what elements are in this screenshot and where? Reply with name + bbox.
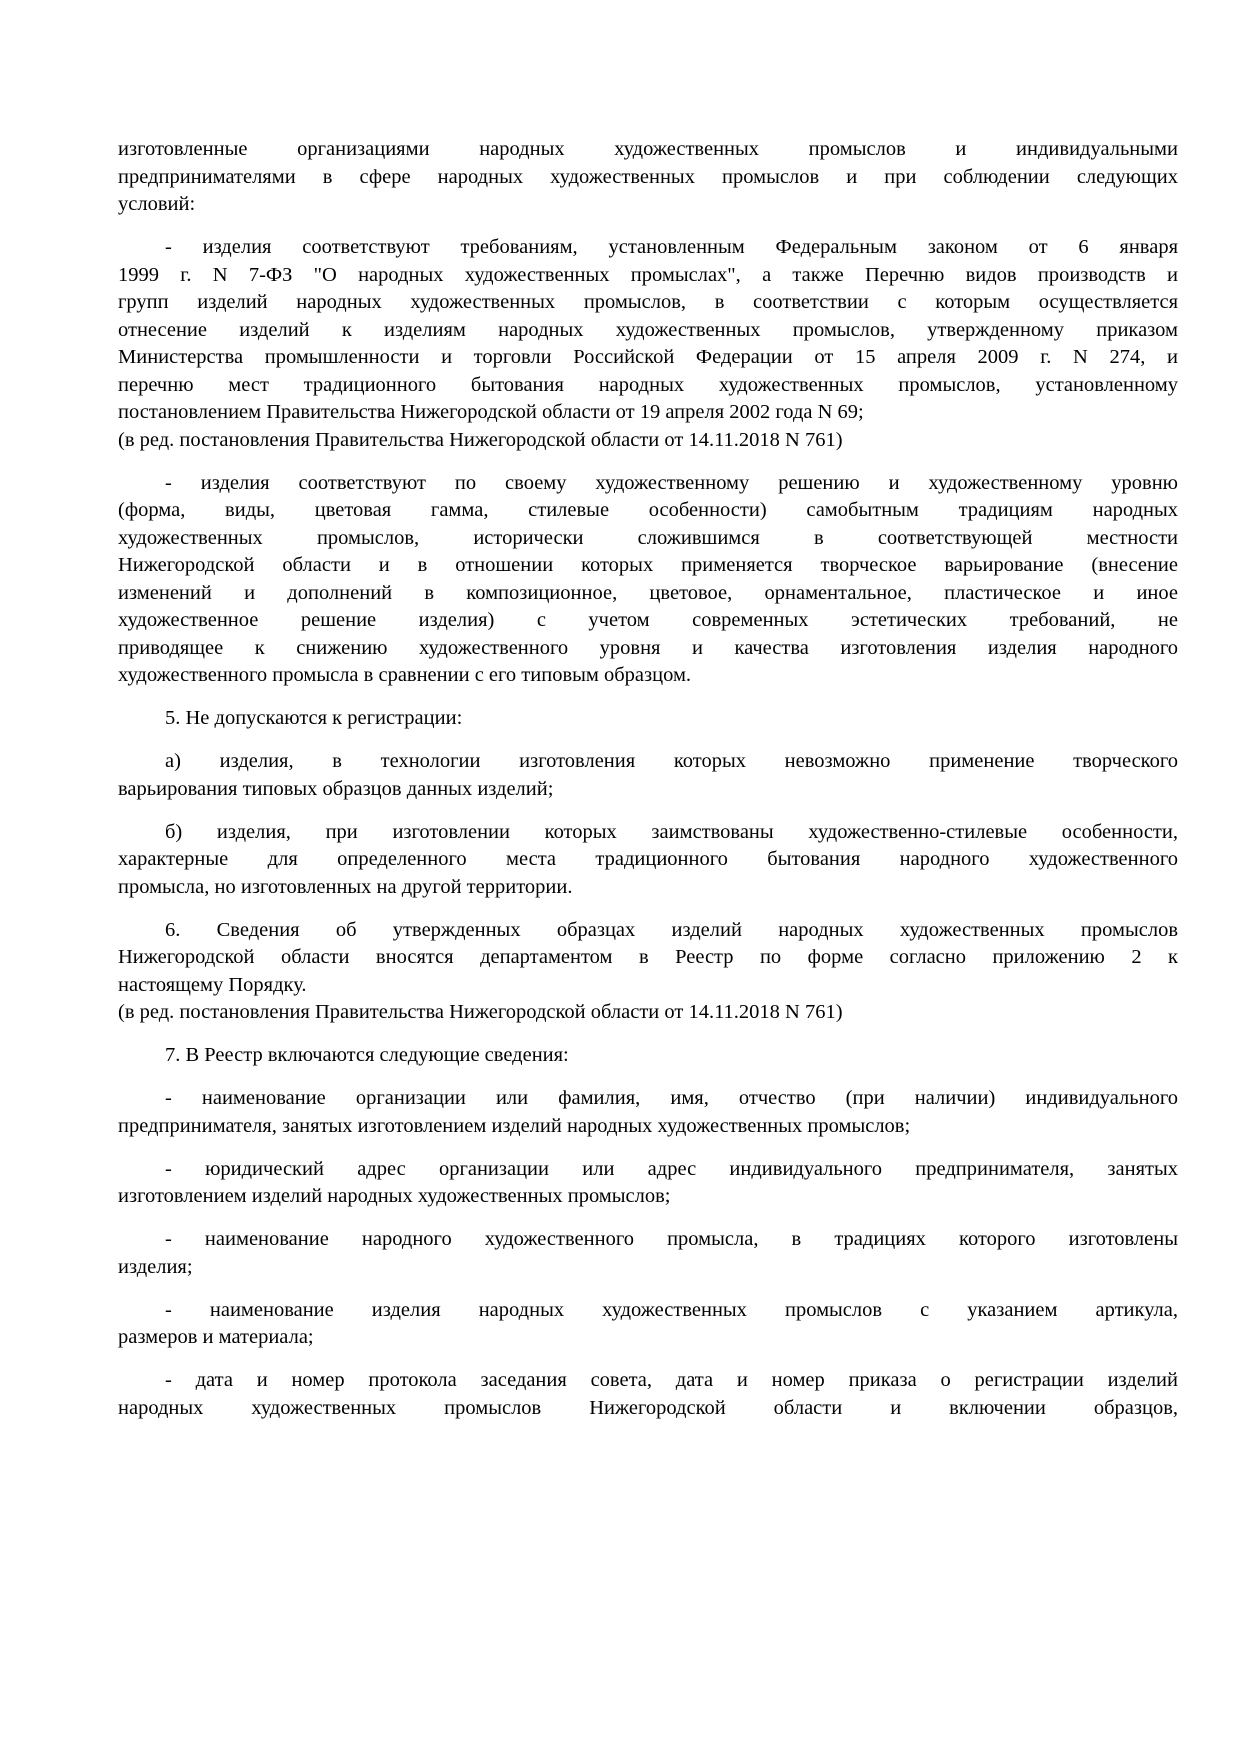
paragraph <box>118 748 1178 803</box>
paragraph <box>118 1367 1178 1422</box>
text-line: 6. Сведения об утвержденных образцах изделий народных художественных промыслов <box>165 918 1178 941</box>
text-line: размеров и материала; <box>118 1326 314 1348</box>
text-line: настоящему Порядку. <box>118 973 307 996</box>
text-line: 7. В Реестр включаются следующие сведения: <box>165 1044 569 1066</box>
paragraph <box>118 917 1178 1000</box>
text-line: Нижегородской области и в отношении которых применяется творческое варьирование (внесение <box>118 554 1178 576</box>
text-line: (в ред. постановления Правительства Нижегородской области от 14.11.2018 N 761) <box>118 1001 843 1023</box>
text-line: - наименование организации или фамилия, имя, отчество (при наличии) индивидуального <box>165 1087 1178 1109</box>
text-line: (форма, виды, цветовая гамма, стилевые особенности) самобытным традициям народных <box>118 499 1178 521</box>
text-line: - юридический адрес организации или адрес индивидуального предпринимателя, занятых <box>165 1157 1178 1180</box>
paragraph <box>118 819 1178 902</box>
text-line: - наименование народного художественного промысла, в традициях которого изготовлены <box>165 1228 1178 1250</box>
text-line: изготовлением изделий народных художественных промыслов; <box>118 1185 671 1207</box>
text-line: - наименование изделия народных художественных промыслов с указанием артикула, <box>165 1298 1178 1321</box>
paragraph <box>118 1085 1178 1140</box>
text-line: б) изделия, при изготовлении которых заимствованы художественно-стилевые особенности, <box>165 820 1178 843</box>
text-line: 1999 г. N 7-ФЗ "О народных художественных промыслах", а также Перечню видов производств и <box>118 263 1178 286</box>
text-line: 5. Не допускаются к регистрации: <box>165 707 463 729</box>
paragraph <box>118 1042 1178 1070</box>
text-line: - изделия соответствуют по своему художественному решению и художественному уровню <box>165 471 1178 494</box>
paragraph <box>118 705 1178 733</box>
paragraph <box>118 1297 1178 1352</box>
text-line: изготовленные организациями народных художественных промыслов и индивидуальными <box>118 138 1178 160</box>
text-line: изделия; <box>118 1255 193 1278</box>
text-line: Министерства промышленности и торговли Российской Федерации от 15 апреля 2009 г. N 274, и <box>118 346 1178 368</box>
amendment-note <box>118 427 1178 455</box>
paragraph <box>118 1226 1178 1281</box>
paragraph <box>118 234 1178 427</box>
text-line: варьирования типовых образцов данных изделий; <box>118 777 554 800</box>
text-line: постановлением Правительства Нижегородской области от 19 апреля 2002 года N 69; <box>118 401 864 423</box>
text-line: художественное решение изделия) с учетом современных эстетических требований, не <box>118 609 1178 631</box>
text-line: - изделия соответствуют требованиям, установленным Федеральным законом от 6 января <box>165 236 1178 258</box>
amendment-note <box>118 999 1178 1027</box>
text-line: изменений и дополнений в композиционное, цветовое, орнаментальное, пластическое и иное <box>118 581 1178 604</box>
text-line: характерные для определенного места традиционного бытования народного художественного <box>118 848 1178 870</box>
text-line: предпринимателями в сфере народных художественных промыслов и при соблюдении следующих <box>118 165 1178 188</box>
text-line: приводящее к снижению художественного уровня и качества изготовления изделия народного <box>118 636 1178 659</box>
paragraph <box>118 470 1178 690</box>
text-line: а) изделия, в технологии изготовления которых невозможно применение творческого <box>165 750 1178 772</box>
text-line: промысла, но изготовленных на другой территории. <box>118 875 573 898</box>
text-line: перечню мест традиционного бытования народных художественных промыслов, установленному <box>118 373 1178 396</box>
text-line: условий: <box>118 193 196 215</box>
text-line: (в ред. постановления Правительства Нижегородской области от 14.11.2018 N 761) <box>118 428 843 451</box>
text-line: народных художественных промыслов Нижегородской области и включении образцов, <box>118 1396 1178 1419</box>
text-line: художественных промыслов, исторически сложившимся в соответствующей местности <box>118 526 1178 549</box>
text-line: предпринимателя, занятых изготовлением изделий народных художественных промыслов; <box>118 1114 911 1137</box>
text-line: - дата и номер протокола заседания совета, дата и номер приказа о регистрации изделий <box>165 1369 1178 1391</box>
text-line: групп изделий народных художественных промыслов, в соответствии с которым осуществляется <box>118 291 1178 313</box>
text-line: художественного промысла в сравнении с его типовым образцом. <box>118 664 692 686</box>
text-line: Нижегородской области вносятся департаментом в Реестр по форме согласно приложению 2 к <box>118 946 1178 968</box>
paragraph <box>118 1156 1178 1211</box>
text-line: отнесение изделий к изделиям народных художественных промыслов, утвержденному приказом <box>118 318 1178 341</box>
document-page <box>118 136 1178 1422</box>
paragraph <box>118 136 1178 219</box>
